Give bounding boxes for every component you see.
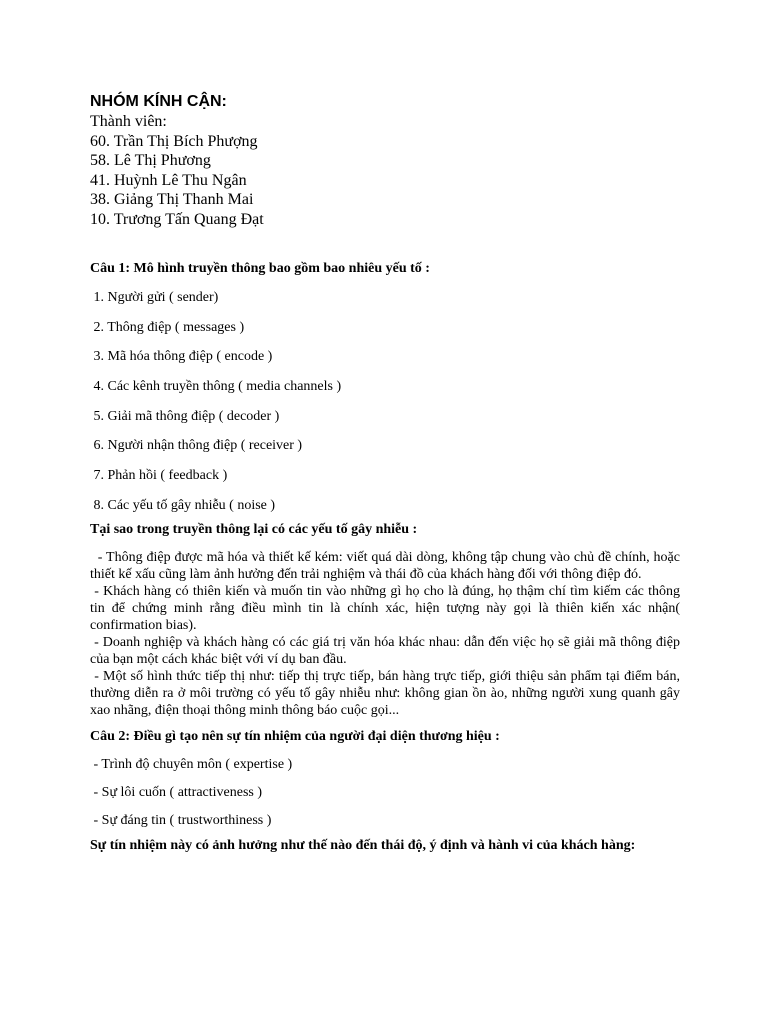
list-item: 7. Phản hồi ( feedback ) xyxy=(90,468,228,484)
group-title: NHÓM KÍNH CẬN: xyxy=(90,93,227,110)
list-item: - Sự đáng tin ( trustworthiness ) xyxy=(90,812,272,828)
list-item: 6. Người nhận thông điệp ( receiver ) xyxy=(90,438,303,454)
members-label: Thành viên: xyxy=(90,113,167,130)
question-3-heading: Sự tín nhiệm này có ảnh hưởng như thế nào đến thái độ, ý định và hành vi của khách hàng: xyxy=(90,837,636,853)
list-item: - Sự lôi cuốn ( attractiveness ) xyxy=(90,784,263,800)
member-item: 58. Lê Thị Phương xyxy=(90,152,211,169)
list-item: 8. Các yếu tố gây nhiễu ( noise ) xyxy=(90,497,276,513)
question-1-heading: Câu 1: Mô hình truyền thông bao gồm bao nhiêu yếu tố : xyxy=(90,261,430,276)
paragraph: - Thông điệp được mã hóa và thiết kế kém: viết quá dài dòng, không tập chung vào chủ đề chính, hoặc thiết kế xấu cũng làm ảnh hưởng đến trải nghiệm và thái đồ của khách hàng đối với thông điệp đó. xyxy=(90,549,684,582)
member-item: 41. Huỳnh Lê Thu Ngân xyxy=(90,171,247,189)
paragraph: - Khách hàng có thiên kiến và muốn tin vào những gì họ cho là đúng, họ thậm chí tìm kiếm các thông tin để chứng minh rằng điều mình tin là chính xác, hiện tượng này gọi là thiên kiến xác nhận( confirmation bias). xyxy=(90,583,684,633)
list-item: 4. Các kênh truyền thông ( media channels ) xyxy=(90,379,342,395)
noise-heading: Tại sao trong truyền thông lại có các yếu tố gây nhiễu : xyxy=(90,521,418,537)
list-item: - Trình độ chuyên môn ( expertise ) xyxy=(90,756,293,772)
question-2-heading: Câu 2: Điều gì tạo nên sự tín nhiệm của người đại diện thương hiệu : xyxy=(90,728,500,744)
paragraph: - Doanh nghiệp và khách hàng có các giá trị văn hóa khác nhau: dẫn đến việc họ sẽ giải mã thông điệp của bạn một cách khác biệt với ví dụ ban đầu. xyxy=(90,634,684,667)
list-item: 2. Thông điệp ( messages ) xyxy=(90,319,245,335)
member-item: 38. Giảng Thị Thanh Mai xyxy=(90,191,254,208)
paragraph: - Một số hình thức tiếp thị như: tiếp thị trực tiếp, bán hàng trực tiếp, giới thiệu sản phẩm tại điểm bán, thường diễn ra ở môi trường có yếu tố gây nhiễu như: không gian ồn ào, những người xung quanh gây xao nhãng, điện thoại thông minh thông báo cuộc gọi... xyxy=(90,668,684,718)
list-item: 1. Người gửi ( sender) xyxy=(90,290,219,305)
member-item: 60. Trần Thị Bích Phượng xyxy=(90,132,258,150)
list-item: 3. Mã hóa thông điệp ( encode ) xyxy=(90,349,273,365)
noise-paragraphs xyxy=(90,549,684,719)
members-block xyxy=(90,112,680,229)
member-item: 10. Trương Tấn Quang Đạt xyxy=(90,210,264,228)
list-item: 5. Giải mã thông điệp ( decoder ) xyxy=(90,408,280,424)
